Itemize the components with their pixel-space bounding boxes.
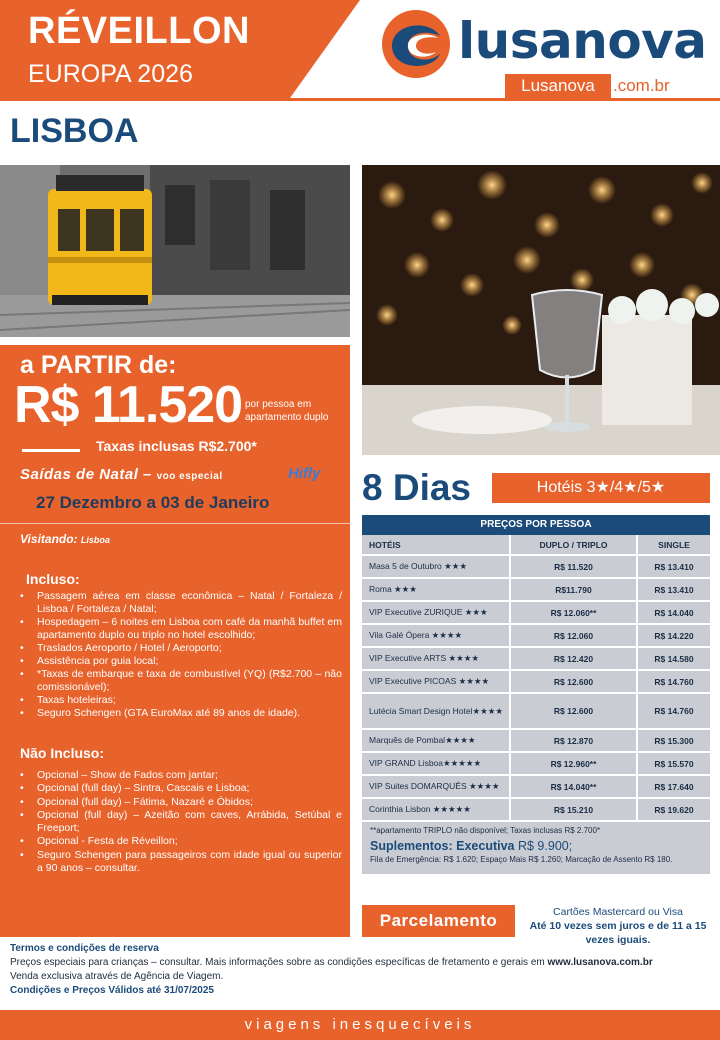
single-price-cell: R$ 14.040: [637, 601, 710, 624]
supplements-value: R$ 9.900;: [517, 839, 573, 853]
installments-badge: Parcelamento: [362, 905, 515, 937]
hotel-category-badge: Hotéis 3★/4★/5★: [492, 473, 710, 503]
table-row: [362, 578, 710, 601]
table-row: [362, 624, 710, 647]
header-subtitle: EUROPA 2026: [28, 60, 193, 88]
departures-label: Saídas de Natal –: [20, 466, 152, 483]
header-divider: [0, 98, 720, 101]
departures-sub: voo especial: [156, 471, 223, 482]
site-url-suffix: .com.br: [613, 76, 670, 95]
table-row: [362, 729, 710, 752]
double-price-cell: R$ 12.600: [510, 693, 637, 729]
table-row: [362, 775, 710, 798]
list-item: • Traslados Aeroporto / Hotel / Aeroporto;: [20, 642, 342, 655]
visiting-line: [20, 532, 110, 546]
table-row: [362, 555, 710, 578]
travel-dates: 27 Dezembro a 03 de Janeiro: [36, 493, 270, 512]
airline-logo: Hifly: [288, 465, 321, 482]
table-row: [362, 647, 710, 670]
logo-wordmark: lusanova: [458, 12, 707, 70]
table-row: [362, 693, 710, 729]
logo-mark-icon: [378, 6, 454, 82]
terms-agency: Venda exclusiva através de Agência de Viagem.: [10, 971, 224, 982]
col-header-single: SINGLE: [637, 535, 710, 555]
city-title: LISBOA: [10, 112, 139, 150]
double-price-cell: R$ 12.600: [510, 670, 637, 693]
terms-text: Preços especiais para crianças – consultar. Mais informações sobre as condições específicas de fretamento e gerais em: [10, 957, 545, 968]
single-price-cell: R$ 14.580: [637, 647, 710, 670]
taxes-divider: [22, 449, 80, 452]
hotel-cell: VIP Executive ZURIQUE ★★★: [362, 601, 510, 624]
dinner-illustration: [362, 165, 720, 455]
price-value: R$ 11.520: [14, 376, 243, 434]
visiting-label: Visitando:: [20, 532, 78, 546]
included-title: Incluso:: [26, 571, 80, 587]
lisbon-tram-photo: [0, 165, 350, 337]
dates-divider: [0, 523, 350, 524]
list-item: • Seguro Schengen (GTA EuroMax até 89 anos de idade).: [20, 707, 342, 720]
list-item: • Assistência por guia local;: [20, 655, 342, 668]
double-price-cell: R$11.790: [510, 578, 637, 601]
list-item: • Opcional (full day) – Fátima, Nazaré e Óbidos;: [20, 796, 342, 809]
triple-note: **apartamento TRIPLO não disponível; Taxas inclusas R$ 2.700*: [370, 826, 601, 835]
table-row: [362, 752, 710, 775]
terms-link[interactable]: www.lusanova.com.br: [547, 957, 653, 968]
list-item: • Seguro Schengen para passageiros com idade igual ou superior a 90 anos – consultar.: [20, 849, 342, 876]
list-item: • *Taxas de embarque e taxa de combustível (YQ) (R$2.700 – não comissionável);: [20, 668, 342, 694]
hotel-cell: VIP Executive PICOAS ★★★★: [362, 670, 510, 693]
hotel-cell: Roma ★★★: [362, 578, 510, 601]
table-row: [362, 670, 710, 693]
tram-illustration: [0, 165, 350, 337]
price-notes: [362, 822, 710, 874]
terms-title: Termos e condições de reserva: [10, 943, 159, 954]
installments-line: Até 10 vezes sem juros e de 11 a 15: [529, 920, 707, 932]
single-price-cell: R$ 15.570: [637, 752, 710, 775]
price-table-title: PREÇOS POR PESSOA: [362, 515, 710, 535]
hotel-cell: VIP Suites DOMARQUÊS ★★★★: [362, 775, 510, 798]
double-price-cell: R$ 11.520: [510, 555, 637, 578]
single-price-cell: R$ 14.220: [637, 624, 710, 647]
header-title: RÉVEILLON: [28, 10, 250, 52]
double-price-cell: R$ 12.060**: [510, 601, 637, 624]
double-price-cell: R$ 12.060: [510, 624, 637, 647]
hotel-cell: Lutécia Smart Design Hotel★★★★: [362, 693, 510, 729]
offer-panel: [0, 345, 350, 937]
hotel-cell: Masa 5 de Outubro ★★★: [362, 555, 510, 578]
table-header-row: [362, 535, 710, 555]
col-header-hotels: HOTÉIS: [362, 535, 510, 555]
list-item: • Opcional - Festa de Réveillon;: [20, 835, 342, 848]
terms-validity: Condições e Preços Válidos até 31/07/2025: [10, 985, 214, 996]
list-item: • Hospedagem – 6 noites em Lisboa com café da manhã buffet em apartamento duplo ou triplo no hotel escolhido;: [20, 616, 342, 642]
visiting-value: Lisboa: [80, 535, 110, 545]
col-header-double: DUPLO / TRIPLO: [510, 535, 637, 555]
hotel-cell: Marquês de Pombal★★★★: [362, 729, 510, 752]
not-included-list: [20, 769, 342, 875]
hotel-cell: Vila Galé Ópera ★★★★: [362, 624, 510, 647]
single-price-cell: R$ 13.410: [637, 555, 710, 578]
single-price-cell: R$ 14.760: [637, 693, 710, 729]
double-price-cell: R$ 12.960**: [510, 752, 637, 775]
list-item: • Passagem aérea em classe econômica – Natal / Fortaleza / Lisboa / Fortaleza / Natal;: [20, 590, 342, 616]
not-included-title: Não Incluso:: [20, 745, 105, 761]
hotel-cell: VIP Executive ARTS ★★★★: [362, 647, 510, 670]
site-url[interactable]: [505, 74, 705, 98]
dinner-table-photo: [362, 165, 720, 455]
price-table: [362, 515, 710, 874]
table-row: [362, 798, 710, 821]
list-item: • Taxas hoteleiras;: [20, 694, 342, 707]
double-price-cell: R$ 14.040**: [510, 775, 637, 798]
price-table-grid: [362, 535, 710, 822]
price-from-label: a PARTIR de:: [20, 351, 177, 379]
departures-line: [20, 466, 223, 483]
double-price-cell: R$ 12.420: [510, 647, 637, 670]
hotel-cell: VIP GRAND Lisboa★★★★★: [362, 752, 510, 775]
footer-slogan: viagens inesquecíveis: [0, 1010, 720, 1040]
brand-logo[interactable]: [378, 6, 708, 98]
supplements-line: [370, 839, 702, 853]
list-item: • Opcional (full day) – Azeitão com caves, Arrábida, Setúbal e Freeport;: [20, 809, 342, 836]
single-price-cell: R$ 19.620: [637, 798, 710, 821]
double-price-cell: R$ 12.870: [510, 729, 637, 752]
installments-line-end: vezes iguais.: [585, 934, 651, 946]
single-price-cell: R$ 13.410: [637, 578, 710, 601]
cards-line: Cartões Mastercard ou Visa: [553, 906, 683, 918]
price-note: por pessoa em apartamento duplo: [245, 399, 329, 423]
single-price-cell: R$ 17.640: [637, 775, 710, 798]
included-list: [20, 590, 342, 720]
single-price-cell: R$ 14.760: [637, 670, 710, 693]
extras-note: Fila de Emergência: R$ 1.620; Espaço Mais R$ 1.260; Marcação de Assento R$ 180.: [370, 855, 673, 864]
trip-duration: 8 Dias: [362, 467, 472, 508]
site-url-main: Lusanova: [505, 74, 611, 98]
taxes-included: Taxas inclusas R$2.700*: [96, 438, 257, 454]
installments-info: [520, 905, 716, 947]
table-row: [362, 601, 710, 624]
list-item: • Opcional (full day) – Sintra, Cascais e Lisboa;: [20, 782, 342, 795]
terms-line: [10, 956, 653, 970]
terms-section: [10, 942, 653, 998]
header-banner: [0, 0, 360, 98]
single-price-cell: R$ 15.300: [637, 729, 710, 752]
double-price-cell: R$ 15.210: [510, 798, 637, 821]
hotel-cell: Corinthia Lisbon ★★★★★: [362, 798, 510, 821]
supplements-label: Suplementos: Executiva: [370, 839, 515, 853]
list-item: • Opcional – Show de Fados com jantar;: [20, 769, 342, 782]
